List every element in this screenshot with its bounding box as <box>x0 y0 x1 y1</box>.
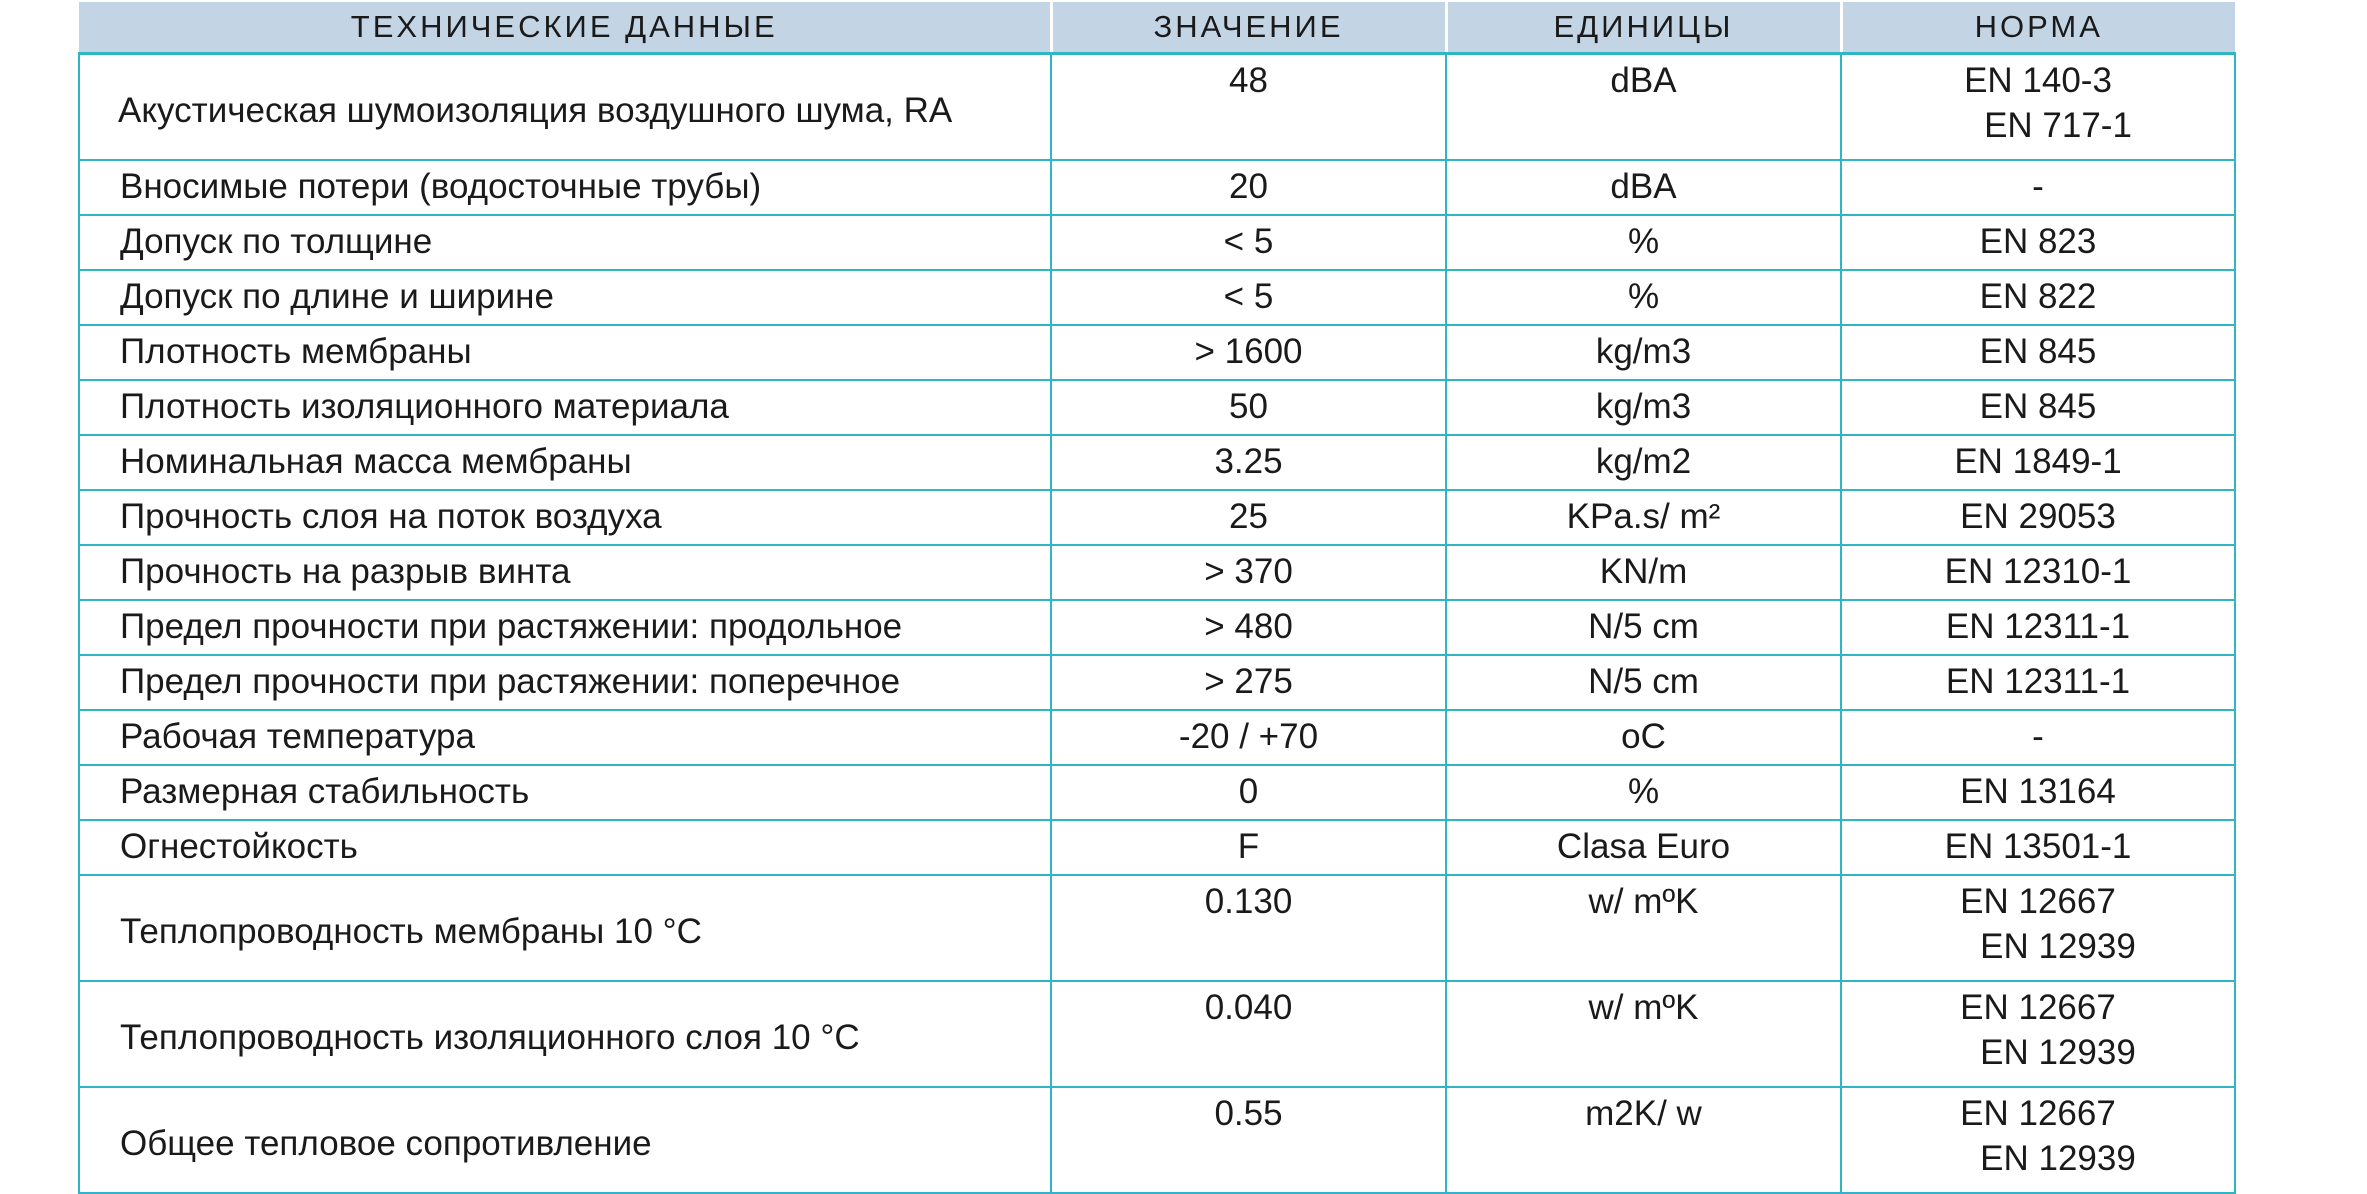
norm-cell: EN 845 <box>1841 325 2235 380</box>
table-row <box>79 875 2235 981</box>
unit-cell: dBA <box>1446 160 1841 215</box>
norm-line-1: EN 12667 <box>1960 988 2116 1027</box>
table-row <box>79 765 2235 820</box>
table-row <box>79 545 2235 600</box>
unit-cell: w/ mºK <box>1446 875 1841 981</box>
param-cell: Допуск по длине и ширине <box>79 270 1051 325</box>
table-header-row <box>79 2 2235 54</box>
unit-cell: kg/m3 <box>1446 325 1841 380</box>
table-row <box>79 490 2235 545</box>
unit-cell: N/5 cm <box>1446 600 1841 655</box>
value-cell: 3.25 <box>1051 435 1446 490</box>
norm-cell: EN 1849-1 <box>1841 435 2235 490</box>
value-cell: 0.55 <box>1051 1087 1446 1193</box>
norm-line-2: EN 12939 <box>1980 926 2136 966</box>
param-cell: Предел прочности при растяжении: поперечное <box>79 655 1051 710</box>
table-row <box>79 270 2235 325</box>
value-cell: 50 <box>1051 380 1446 435</box>
param-cell: Предел прочности при растяжении: продольное <box>79 600 1051 655</box>
table-row <box>79 54 2235 161</box>
value-cell: 0.130 <box>1051 875 1446 981</box>
value-cell: F <box>1051 820 1446 875</box>
norm-line-1: EN 12667 <box>1960 882 2116 921</box>
unit-cell: % <box>1446 765 1841 820</box>
param-cell: Вносимые потери (водосточные трубы) <box>79 160 1051 215</box>
norm-cell: EN 823 <box>1841 215 2235 270</box>
norm-line-1: EN 12667 <box>1960 1094 2116 1133</box>
param-cell: Огнестойкость <box>79 820 1051 875</box>
unit-cell: m2K/ w <box>1446 1087 1841 1193</box>
table-row <box>79 435 2235 490</box>
value-cell: < 5 <box>1051 270 1446 325</box>
norm-cell: EN 29053 <box>1841 490 2235 545</box>
table-row <box>79 710 2235 765</box>
unit-cell: % <box>1446 270 1841 325</box>
norm-line-2: EN 12939 <box>1980 1138 2136 1178</box>
unit-cell: N/5 cm <box>1446 655 1841 710</box>
header-units: ЕДИНИЦЫ <box>1446 2 1841 54</box>
table-row <box>79 981 2235 1087</box>
unit-cell: oC <box>1446 710 1841 765</box>
norm-cell: EN 12311-1 <box>1841 655 2235 710</box>
unit-cell: kg/m3 <box>1446 380 1841 435</box>
norm-line-2: EN 717-1 <box>1984 105 2132 145</box>
norm-cell: - <box>1841 710 2235 765</box>
norm-line-1: EN 140-3 <box>1964 61 2112 100</box>
table-row <box>79 655 2235 710</box>
norm-cell: EN 13501-1 <box>1841 820 2235 875</box>
value-cell: 48 <box>1051 54 1446 161</box>
norm-cell: EN 12310-1 <box>1841 545 2235 600</box>
technical-data-table <box>78 2 2236 1194</box>
norm-cell: EN 822 <box>1841 270 2235 325</box>
norm-cell <box>1841 981 2235 1087</box>
norm-cell: EN 12311-1 <box>1841 600 2235 655</box>
value-cell: 0.040 <box>1051 981 1446 1087</box>
param-cell: Плотность изоляционного материала <box>79 380 1051 435</box>
value-cell: 20 <box>1051 160 1446 215</box>
unit-cell: KPa.s/ m² <box>1446 490 1841 545</box>
param-cell: Допуск по толщине <box>79 215 1051 270</box>
param-cell: Прочность на разрыв винта <box>79 545 1051 600</box>
header-value: ЗНАЧЕНИЕ <box>1051 2 1446 54</box>
param-cell: Рабочая температура <box>79 710 1051 765</box>
param-cell: Акустическая шумоизоляция воздушного шума, RA <box>79 54 1051 161</box>
unit-cell: w/ mºK <box>1446 981 1841 1087</box>
value-cell: 25 <box>1051 490 1446 545</box>
param-cell: Прочность слоя на поток воздуха <box>79 490 1051 545</box>
value-cell: < 5 <box>1051 215 1446 270</box>
param-cell: Плотность мембраны <box>79 325 1051 380</box>
table-row <box>79 1087 2235 1193</box>
value-cell: -20 / +70 <box>1051 710 1446 765</box>
unit-cell: KN/m <box>1446 545 1841 600</box>
table-row <box>79 820 2235 875</box>
value-cell: > 480 <box>1051 600 1446 655</box>
table-row <box>79 600 2235 655</box>
unit-cell: % <box>1446 215 1841 270</box>
table-row <box>79 215 2235 270</box>
norm-cell <box>1841 875 2235 981</box>
param-cell: Номинальная масса мембраны <box>79 435 1051 490</box>
value-cell: > 1600 <box>1051 325 1446 380</box>
param-cell: Теплопроводность изоляционного слоя 10 °C <box>79 981 1051 1087</box>
header-norm: НОРМА <box>1841 2 2235 54</box>
param-cell: Теплопроводность мембраны 10 °C <box>79 875 1051 981</box>
norm-cell: - <box>1841 160 2235 215</box>
norm-line-2: EN 12939 <box>1980 1032 2136 1072</box>
norm-cell <box>1841 54 2235 161</box>
table-row <box>79 325 2235 380</box>
unit-cell: Clasa Euro <box>1446 820 1841 875</box>
header-technical-data: ТЕХНИЧЕСКИЕ ДАННЫЕ <box>79 2 1051 54</box>
value-cell: 0 <box>1051 765 1446 820</box>
norm-cell: EN 845 <box>1841 380 2235 435</box>
param-cell: Размерная стабильность <box>79 765 1051 820</box>
value-cell: > 275 <box>1051 655 1446 710</box>
norm-cell <box>1841 1087 2235 1193</box>
unit-cell: dBA <box>1446 54 1841 161</box>
table-row <box>79 160 2235 215</box>
unit-cell: kg/m2 <box>1446 435 1841 490</box>
param-cell: Общее тепловое сопротивление <box>79 1087 1051 1193</box>
norm-cell: EN 13164 <box>1841 765 2235 820</box>
value-cell: > 370 <box>1051 545 1446 600</box>
table-row <box>79 380 2235 435</box>
